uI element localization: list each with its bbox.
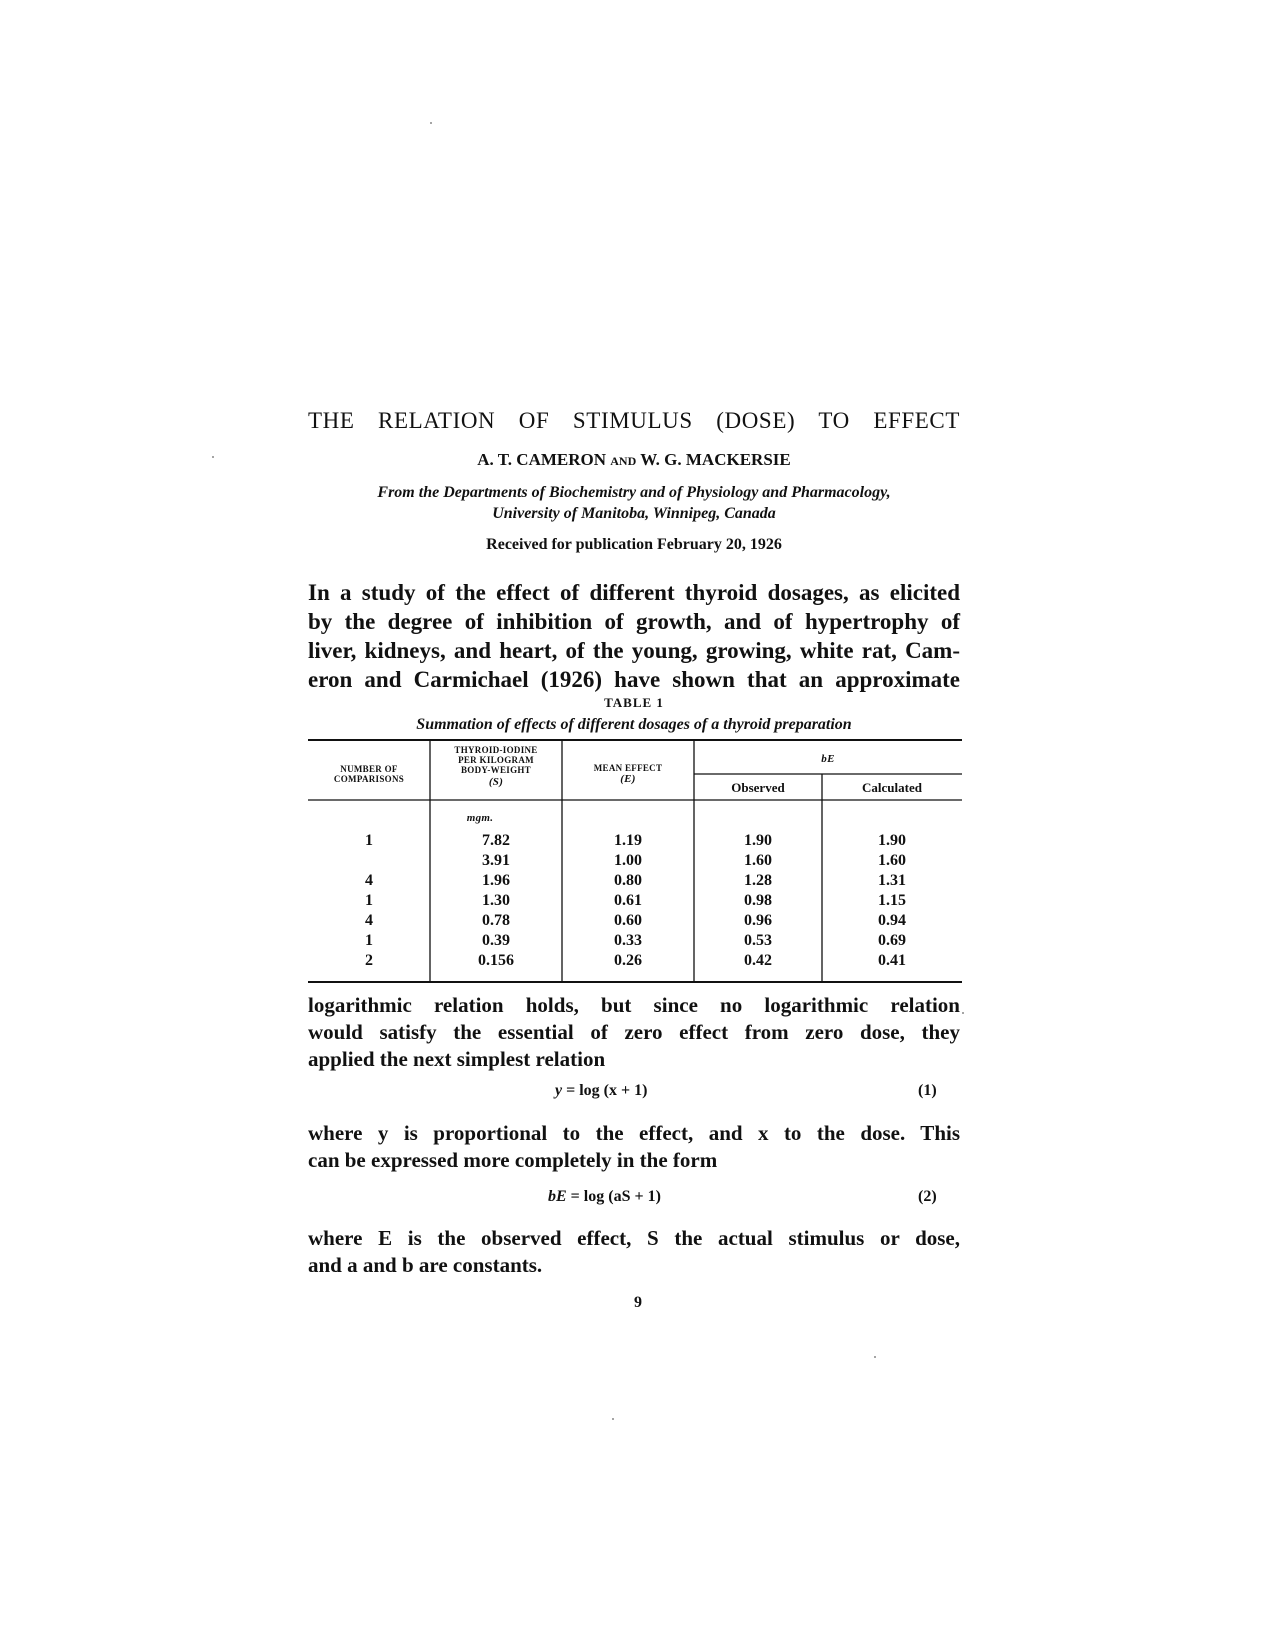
equation-1 bbox=[555, 1082, 647, 1100]
cell-dose: 7.82 bbox=[482, 832, 510, 849]
cell-mean-effect: 0.61 bbox=[614, 892, 642, 909]
scan-speck bbox=[612, 1418, 614, 1420]
body-line: would satisfy the essential of zero effect from zero dose, they bbox=[308, 1020, 960, 1044]
scan-speck bbox=[962, 1012, 964, 1014]
scan-speck bbox=[430, 122, 432, 124]
cell-observed: 0.53 bbox=[744, 932, 772, 949]
cell-calculated: 1.90 bbox=[878, 832, 906, 849]
body-line: can be expressed more completely in the form bbox=[308, 1148, 718, 1172]
affiliation-line-1: From the Departments of Biochemistry and of Physiology and Pharmacology, bbox=[377, 484, 891, 501]
cell-mean-effect: 0.26 bbox=[614, 952, 642, 969]
table-row bbox=[365, 872, 906, 889]
header-dose-1: THYROID-IODINE bbox=[454, 745, 538, 755]
body-line: where y is proportional to the effect, and x to the dose. This bbox=[308, 1121, 960, 1145]
cell-observed: 0.42 bbox=[744, 952, 772, 969]
table-row bbox=[365, 932, 906, 949]
body-line: applied the next simplest relation bbox=[308, 1047, 606, 1071]
table-rows bbox=[365, 832, 906, 969]
header-be-group: bE bbox=[821, 753, 835, 765]
intro-line: liver, kidneys, and heart, of the young, growing, white rat, Cam- bbox=[308, 638, 960, 663]
cell-observed: 1.90 bbox=[744, 832, 772, 849]
affiliation bbox=[308, 482, 960, 524]
table-row bbox=[365, 832, 906, 849]
cell-calculated: 1.60 bbox=[878, 852, 906, 869]
header-effect-1: MEAN EFFECT bbox=[593, 763, 663, 773]
table-row bbox=[365, 912, 906, 929]
cell-comparisons: 4 bbox=[365, 912, 373, 929]
cell-mean-effect: 0.60 bbox=[614, 912, 642, 929]
unit-label: mgm. bbox=[466, 812, 494, 824]
article-title: THE RELATION OF STIMULUS (DOSE) TO EFFECT bbox=[308, 408, 960, 433]
cell-calculated: 1.31 bbox=[878, 872, 906, 889]
cell-observed: 0.96 bbox=[744, 912, 772, 929]
cell-observed: 0.98 bbox=[744, 892, 772, 909]
received-date: Received for publication February 20, 1926 bbox=[486, 536, 782, 553]
cell-comparisons: 1 bbox=[365, 832, 373, 849]
cell-dose: 0.39 bbox=[482, 932, 510, 949]
cell-dose: 0.78 bbox=[482, 912, 510, 929]
scan-speck bbox=[874, 1356, 876, 1358]
table-row bbox=[365, 952, 906, 969]
equation-1-number: (1) bbox=[918, 1082, 937, 1099]
body-paragraph-3 bbox=[308, 1120, 960, 1174]
cell-dose: 1.96 bbox=[482, 872, 510, 889]
equation-2-number: (2) bbox=[918, 1188, 937, 1205]
header-dose-2: PER KILOGRAM bbox=[458, 755, 534, 765]
header-calculated: Calculated bbox=[862, 780, 922, 795]
affiliation-line-2: University of Manitoba, Winnipeg, Canada bbox=[492, 505, 776, 522]
cell-observed: 1.60 bbox=[744, 852, 772, 869]
body-line: logarithmic relation holds, but since no logarithmic relation bbox=[308, 993, 960, 1017]
body-line: and a and b are constants. bbox=[308, 1253, 543, 1277]
intro-line: In a study of the effect of different thyroid dosages, as elicited bbox=[308, 580, 960, 605]
cell-mean-effect: 0.80 bbox=[614, 872, 642, 889]
header-observed: Observed bbox=[731, 780, 785, 795]
header-effect-2: (E) bbox=[620, 773, 636, 785]
cell-calculated: 0.69 bbox=[878, 932, 906, 949]
header-dose-3: BODY-WEIGHT bbox=[461, 765, 531, 775]
header-dose-4: (S) bbox=[488, 776, 504, 788]
cell-dose: 1.30 bbox=[482, 892, 510, 909]
cell-comparisons: 2 bbox=[365, 952, 373, 969]
table-row bbox=[365, 892, 906, 909]
cell-dose: 0.156 bbox=[478, 952, 514, 969]
intro-line: by the degree of inhibition of growth, and of hypertrophy of bbox=[308, 609, 960, 634]
intro-line: eron and Carmichael (1926) have shown that an approximate bbox=[308, 667, 960, 692]
table-caption: Summation of effects of different dosages of a thyroid preparation bbox=[416, 716, 852, 733]
cell-calculated: 0.94 bbox=[878, 912, 906, 929]
page-number: 9 bbox=[634, 1294, 642, 1311]
author-1: A. T. CAMERON bbox=[477, 450, 607, 469]
cell-comparisons: 4 bbox=[365, 872, 373, 889]
equation-2 bbox=[548, 1188, 661, 1206]
table-number: TABLE 1 bbox=[604, 695, 664, 710]
body-paragraph-2 bbox=[308, 992, 960, 1073]
scan-speck bbox=[212, 456, 214, 458]
author-conjunction: AND bbox=[610, 454, 637, 468]
cell-mean-effect: 1.00 bbox=[614, 852, 642, 869]
cell-mean-effect: 1.19 bbox=[614, 832, 642, 849]
equation-1-lhs: y bbox=[555, 1082, 563, 1099]
author-line bbox=[308, 450, 960, 470]
equation-1-rhs: = log (x + 1) bbox=[566, 1082, 648, 1099]
cell-dose: 3.91 bbox=[482, 852, 510, 869]
cell-observed: 1.28 bbox=[744, 872, 772, 889]
data-table bbox=[300, 738, 970, 1002]
body-paragraph-4 bbox=[308, 1225, 960, 1279]
cell-comparisons: 1 bbox=[365, 932, 373, 949]
cell-calculated: 0.41 bbox=[878, 952, 906, 969]
header-comparisons-1: NUMBER OF bbox=[340, 764, 398, 774]
body-line: where E is the observed effect, S the actual stimulus or dose, bbox=[308, 1226, 960, 1250]
equation-2-rhs: = log (aS + 1) bbox=[570, 1188, 661, 1205]
author-2: W. G. MACKERSIE bbox=[640, 450, 791, 469]
equation-2-lhs: bE bbox=[548, 1188, 567, 1205]
intro-paragraph bbox=[308, 578, 960, 694]
cell-comparisons: 1 bbox=[365, 892, 373, 909]
header-comparisons-2: COMPARISONS bbox=[333, 774, 405, 784]
cell-calculated: 1.15 bbox=[878, 892, 906, 909]
cell-mean-effect: 0.33 bbox=[614, 932, 642, 949]
